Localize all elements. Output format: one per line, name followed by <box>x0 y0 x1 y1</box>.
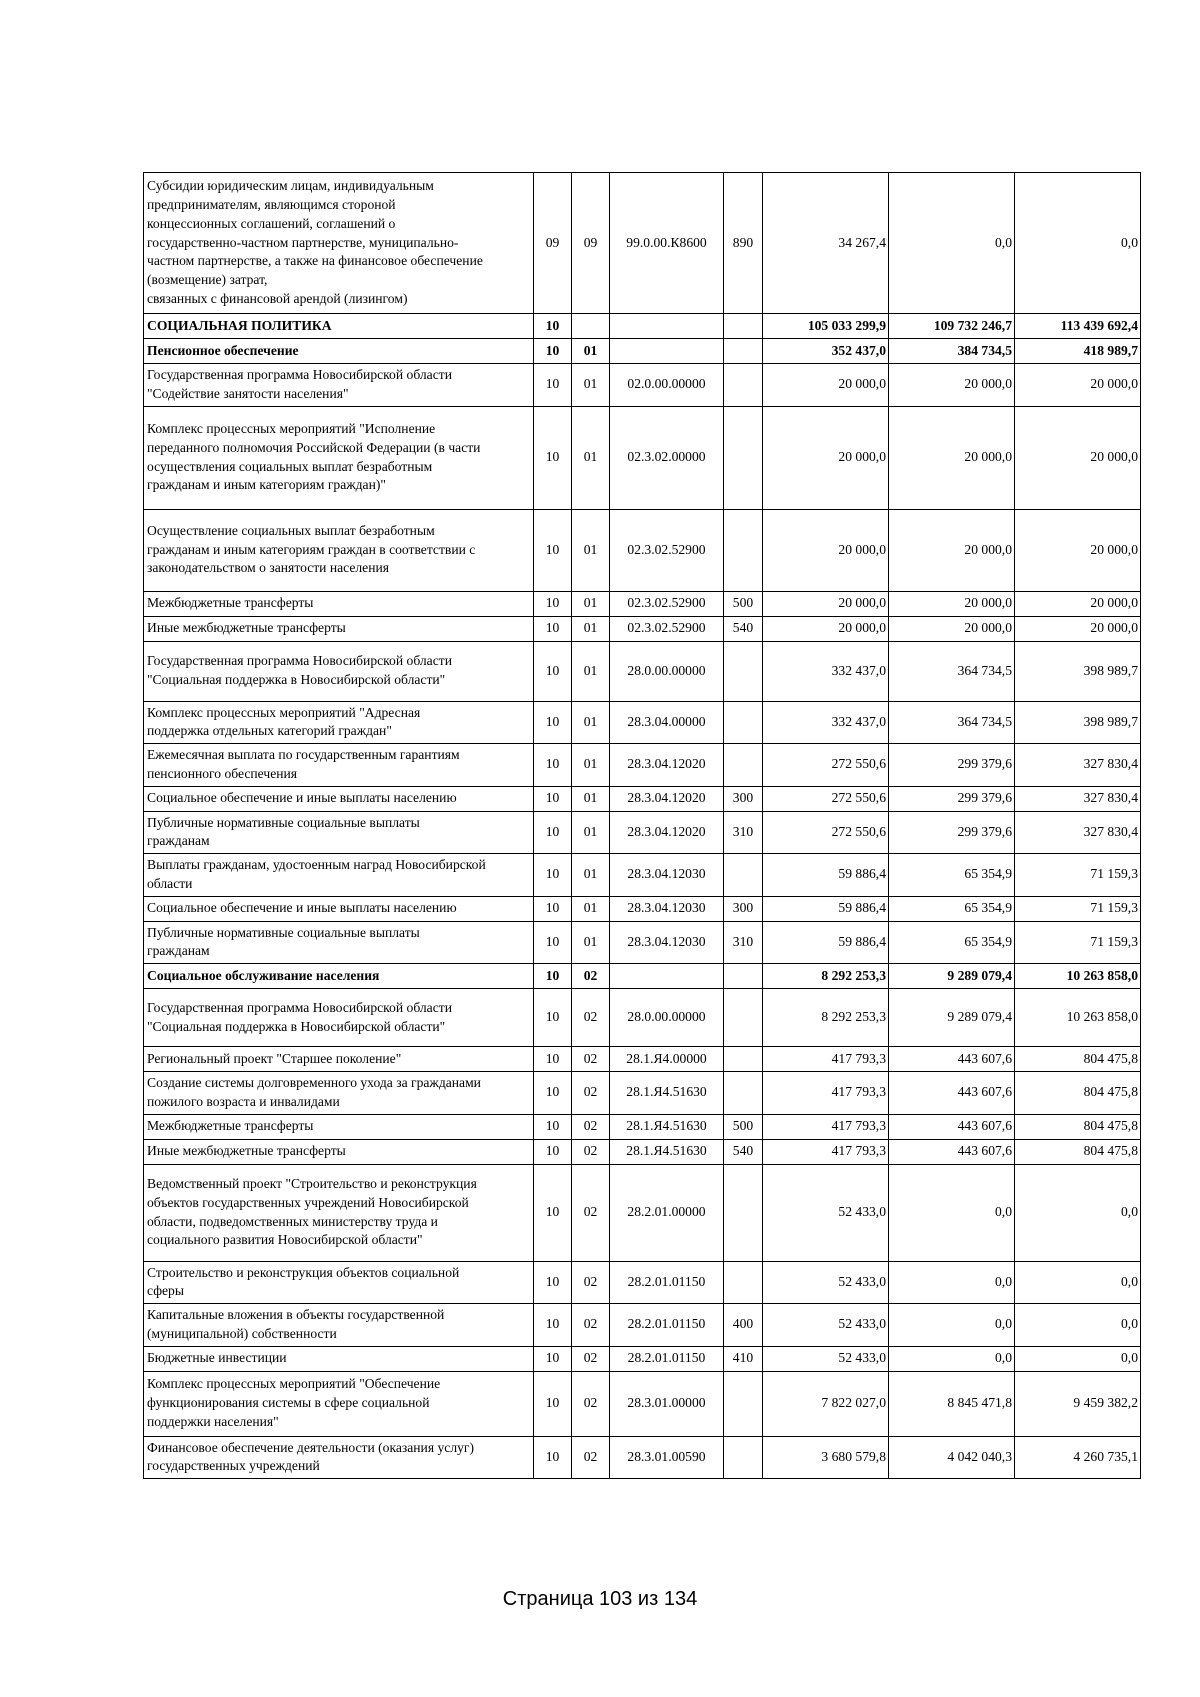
item-name: Межбюджетные трансферты <box>144 1114 534 1139</box>
amount-year-3: 327 830,4 <box>1015 811 1141 854</box>
amount-year-1: 8 292 253,3 <box>763 964 889 989</box>
expense-type-code: 410 <box>724 1346 763 1371</box>
subsection-code: 01 <box>572 896 610 921</box>
section-code: 10 <box>534 701 572 744</box>
section-code: 10 <box>534 1072 572 1115</box>
amount-year-2: 443 607,6 <box>889 1072 1015 1115</box>
amount-year-2: 65 354,9 <box>889 854 1015 897</box>
amount-year-1: 417 793,3 <box>763 1114 889 1139</box>
amount-year-3: 327 830,4 <box>1015 744 1141 787</box>
expense-type-code <box>724 1164 763 1261</box>
amount-year-1: 20 000,0 <box>763 364 889 407</box>
target-article-code: 28.3.04.12030 <box>610 896 724 921</box>
subsection-code: 01 <box>572 854 610 897</box>
section-code: 10 <box>534 616 572 641</box>
amount-year-1: 20 000,0 <box>763 591 889 616</box>
item-name: Осуществление социальных выплат безработным гражданам и иным категориям граждан в соответствии с законодательством о занятости населения <box>144 509 534 591</box>
subsection-code: 02 <box>572 1304 610 1347</box>
table-row <box>144 641 1141 701</box>
amount-year-2: 443 607,6 <box>889 1139 1015 1164</box>
amount-year-3: 20 000,0 <box>1015 616 1141 641</box>
subsection-code: 02 <box>572 989 610 1047</box>
amount-year-2: 299 379,6 <box>889 744 1015 787</box>
table-row <box>144 1371 1141 1436</box>
item-name: Социальное обеспечение и иные выплаты населению <box>144 896 534 921</box>
section-code: 10 <box>534 1436 572 1479</box>
subsection-code: 01 <box>572 339 610 364</box>
target-article-code: 02.3.02.00000 <box>610 406 724 509</box>
subsection-code: 02 <box>572 1072 610 1115</box>
subsection-code: 02 <box>572 964 610 989</box>
target-article-code: 28.2.01.01150 <box>610 1304 724 1347</box>
target-article-code: 28.1.Я4.51630 <box>610 1139 724 1164</box>
section-code: 10 <box>534 786 572 811</box>
section-code: 10 <box>534 1371 572 1436</box>
budget-table <box>143 172 1141 1479</box>
amount-year-1: 3 680 579,8 <box>763 1436 889 1479</box>
section-code: 10 <box>534 811 572 854</box>
amount-year-3: 71 159,3 <box>1015 896 1141 921</box>
amount-year-3: 10 263 858,0 <box>1015 964 1141 989</box>
amount-year-2: 384 734,5 <box>889 339 1015 364</box>
expense-type-code: 500 <box>724 591 763 616</box>
table-row <box>144 1436 1141 1479</box>
section-code: 10 <box>534 1139 572 1164</box>
amount-year-3: 0,0 <box>1015 1304 1141 1347</box>
item-name: Государственная программа Новосибирской области "Социальная поддержка в Новосибирской области" <box>144 989 534 1047</box>
amount-year-2: 0,0 <box>889 1164 1015 1261</box>
table-row <box>144 406 1141 509</box>
expense-type-code: 890 <box>724 173 763 314</box>
item-name: Комплекс процессных мероприятий "Обеспечение функционирования системы в сфере социальной поддержки населения" <box>144 1371 534 1436</box>
item-name: Комплекс процессных мероприятий "Адресная поддержка отдельных категорий граждан" <box>144 701 534 744</box>
amount-year-1: 417 793,3 <box>763 1047 889 1072</box>
target-article-code: 28.3.04.12020 <box>610 744 724 787</box>
target-article-code: 28.2.01.00000 <box>610 1164 724 1261</box>
amount-year-1: 352 437,0 <box>763 339 889 364</box>
target-article-code: 28.1.Я4.51630 <box>610 1072 724 1115</box>
table-row <box>144 964 1141 989</box>
expense-type-code <box>724 989 763 1047</box>
amount-year-2: 20 000,0 <box>889 509 1015 591</box>
subsection-code: 02 <box>572 1047 610 1072</box>
amount-year-2: 364 734,5 <box>889 641 1015 701</box>
item-name: Социальное обслуживание населения <box>144 964 534 989</box>
table-row <box>144 701 1141 744</box>
subsection-code: 01 <box>572 364 610 407</box>
section-code: 10 <box>534 339 572 364</box>
subsection-code: 02 <box>572 1261 610 1304</box>
expense-type-code: 540 <box>724 616 763 641</box>
item-name: Государственная программа Новосибирской области "Социальная поддержка в Новосибирской области" <box>144 641 534 701</box>
amount-year-2: 364 734,5 <box>889 701 1015 744</box>
amount-year-1: 52 433,0 <box>763 1261 889 1304</box>
item-name: Пенсионное обеспечение <box>144 339 534 364</box>
target-article-code: 28.0.00.00000 <box>610 989 724 1047</box>
table-row <box>144 1047 1141 1072</box>
table-row <box>144 339 1141 364</box>
section-code: 10 <box>534 921 572 964</box>
target-article-code: 28.3.04.12030 <box>610 854 724 897</box>
amount-year-3: 20 000,0 <box>1015 364 1141 407</box>
table-row <box>144 989 1141 1047</box>
table-row <box>144 173 1141 314</box>
amount-year-3: 804 475,8 <box>1015 1139 1141 1164</box>
expense-type-code <box>724 1436 763 1479</box>
subsection-code: 02 <box>572 1436 610 1479</box>
amount-year-1: 59 886,4 <box>763 921 889 964</box>
expense-type-code <box>724 854 763 897</box>
section-code: 10 <box>534 1304 572 1347</box>
amount-year-2: 9 289 079,4 <box>889 964 1015 989</box>
item-name: Выплаты гражданам, удостоенным наград Новосибирской области <box>144 854 534 897</box>
amount-year-1: 105 033 299,9 <box>763 314 889 339</box>
section-code: 10 <box>534 641 572 701</box>
target-article-code: 28.2.01.01150 <box>610 1261 724 1304</box>
target-article-code: 28.3.04.00000 <box>610 701 724 744</box>
section-code: 10 <box>534 364 572 407</box>
amount-year-2: 65 354,9 <box>889 896 1015 921</box>
section-code: 10 <box>534 406 572 509</box>
table-row <box>144 921 1141 964</box>
target-article-code: 28.0.00.00000 <box>610 641 724 701</box>
item-name: Социальное обеспечение и иные выплаты населению <box>144 786 534 811</box>
subsection-code: 01 <box>572 786 610 811</box>
section-code: 10 <box>534 1047 572 1072</box>
target-article-code: 28.3.01.00590 <box>610 1436 724 1479</box>
table-row <box>144 786 1141 811</box>
amount-year-1: 272 550,6 <box>763 744 889 787</box>
amount-year-1: 59 886,4 <box>763 854 889 897</box>
subsection-code: 09 <box>572 173 610 314</box>
amount-year-2: 443 607,6 <box>889 1114 1015 1139</box>
amount-year-3: 804 475,8 <box>1015 1072 1141 1115</box>
amount-year-1: 272 550,6 <box>763 811 889 854</box>
expense-type-code <box>724 641 763 701</box>
table-row <box>144 811 1141 854</box>
table-row <box>144 364 1141 407</box>
item-name: Создание системы долговременного ухода за гражданами пожилого возраста и инвалидами <box>144 1072 534 1115</box>
amount-year-2: 299 379,6 <box>889 786 1015 811</box>
amount-year-3: 113 439 692,4 <box>1015 314 1141 339</box>
expense-type-code <box>724 1072 763 1115</box>
section-code: 10 <box>534 964 572 989</box>
table-row <box>144 591 1141 616</box>
expense-type-code: 310 <box>724 811 763 854</box>
amount-year-2: 0,0 <box>889 1261 1015 1304</box>
amount-year-3: 20 000,0 <box>1015 509 1141 591</box>
item-name: Ведомственный проект "Строительство и реконструкция объектов государственных учреждений Новосибирской области, подведомственных министерству труда и социального развития Новосибирской области" <box>144 1164 534 1261</box>
amount-year-3: 4 260 735,1 <box>1015 1436 1141 1479</box>
target-article-code <box>610 314 724 339</box>
table-row <box>144 896 1141 921</box>
table-row <box>144 854 1141 897</box>
section-code: 10 <box>534 509 572 591</box>
subsection-code: 01 <box>572 616 610 641</box>
item-name: Субсидии юридическим лицам, индивидуальным предпринимателям, являющимся стороной концессионных соглашений, соглашений о государственно-частном партнерстве, муниципально- частном партнерстве, а также на финансовое обеспечение (возмещение) затрат, связанных с финансовой арендой (лизингом) <box>144 173 534 314</box>
amount-year-3: 20 000,0 <box>1015 591 1141 616</box>
table-row <box>144 1072 1141 1115</box>
target-article-code: 02.3.02.52900 <box>610 616 724 641</box>
amount-year-2: 65 354,9 <box>889 921 1015 964</box>
section-code: 09 <box>534 173 572 314</box>
expense-type-code <box>724 1047 763 1072</box>
expense-type-code <box>724 1261 763 1304</box>
section-code: 10 <box>534 744 572 787</box>
item-name: Публичные нормативные социальные выплаты гражданам <box>144 811 534 854</box>
amount-year-3: 418 989,7 <box>1015 339 1141 364</box>
table-row <box>144 744 1141 787</box>
subsection-code: 02 <box>572 1346 610 1371</box>
amount-year-1: 272 550,6 <box>763 786 889 811</box>
item-name: Бюджетные инвестиции <box>144 1346 534 1371</box>
amount-year-1: 20 000,0 <box>763 406 889 509</box>
expense-type-code: 400 <box>724 1304 763 1347</box>
table-row <box>144 1304 1141 1347</box>
item-name: Государственная программа Новосибирской области "Содействие занятости населения" <box>144 364 534 407</box>
table-row <box>144 1261 1141 1304</box>
expense-type-code <box>724 509 763 591</box>
amount-year-3: 0,0 <box>1015 173 1141 314</box>
section-code: 10 <box>534 591 572 616</box>
target-article-code <box>610 339 724 364</box>
target-article-code: 28.1.Я4.51630 <box>610 1114 724 1139</box>
item-name: Строительство и реконструкция объектов социальной сферы <box>144 1261 534 1304</box>
target-article-code: 28.3.04.12020 <box>610 811 724 854</box>
target-article-code <box>610 964 724 989</box>
expense-type-code: 300 <box>724 786 763 811</box>
item-name: Иные межбюджетные трансферты <box>144 616 534 641</box>
table-row <box>144 1139 1141 1164</box>
subsection-code <box>572 314 610 339</box>
amount-year-2: 0,0 <box>889 1304 1015 1347</box>
amount-year-1: 34 267,4 <box>763 173 889 314</box>
amount-year-3: 0,0 <box>1015 1261 1141 1304</box>
amount-year-1: 52 433,0 <box>763 1346 889 1371</box>
expense-type-code <box>724 1371 763 1436</box>
page-number: Страница 103 из 134 <box>502 1588 698 1610</box>
amount-year-3: 10 263 858,0 <box>1015 989 1141 1047</box>
target-article-code: 28.3.04.12020 <box>610 786 724 811</box>
amount-year-2: 0,0 <box>889 1346 1015 1371</box>
amount-year-2: 20 000,0 <box>889 406 1015 509</box>
amount-year-3: 398 989,7 <box>1015 641 1141 701</box>
subsection-code: 02 <box>572 1164 610 1261</box>
amount-year-1: 52 433,0 <box>763 1304 889 1347</box>
section-code: 10 <box>534 1346 572 1371</box>
item-name: Межбюджетные трансферты <box>144 591 534 616</box>
target-article-code: 28.2.01.01150 <box>610 1346 724 1371</box>
amount-year-3: 20 000,0 <box>1015 406 1141 509</box>
amount-year-2: 109 732 246,7 <box>889 314 1015 339</box>
subsection-code: 01 <box>572 641 610 701</box>
section-code: 10 <box>534 1261 572 1304</box>
amount-year-3: 398 989,7 <box>1015 701 1141 744</box>
table-row <box>144 1346 1141 1371</box>
target-article-code: 02.3.02.52900 <box>610 509 724 591</box>
amount-year-1: 20 000,0 <box>763 616 889 641</box>
target-article-code: 28.3.01.00000 <box>610 1371 724 1436</box>
expense-type-code: 310 <box>724 921 763 964</box>
item-name: Публичные нормативные социальные выплаты гражданам <box>144 921 534 964</box>
amount-year-2: 20 000,0 <box>889 364 1015 407</box>
amount-year-1: 332 437,0 <box>763 641 889 701</box>
subsection-code: 01 <box>572 509 610 591</box>
amount-year-3: 71 159,3 <box>1015 921 1141 964</box>
target-article-code: 02.0.00.00000 <box>610 364 724 407</box>
expense-type-code <box>724 364 763 407</box>
table-row <box>144 616 1141 641</box>
target-article-code: 28.1.Я4.00000 <box>610 1047 724 1072</box>
item-name: Региональный проект "Старшее поколение" <box>144 1047 534 1072</box>
amount-year-3: 327 830,4 <box>1015 786 1141 811</box>
amount-year-3: 804 475,8 <box>1015 1047 1141 1072</box>
amount-year-2: 443 607,6 <box>889 1047 1015 1072</box>
subsection-code: 01 <box>572 921 610 964</box>
item-name: Финансовое обеспечение деятельности (оказания услуг) государственных учреждений <box>144 1436 534 1479</box>
expense-type-code <box>724 964 763 989</box>
amount-year-3: 9 459 382,2 <box>1015 1371 1141 1436</box>
amount-year-2: 20 000,0 <box>889 616 1015 641</box>
expense-type-code: 540 <box>724 1139 763 1164</box>
subsection-code: 02 <box>572 1371 610 1436</box>
item-name: Комплекс процессных мероприятий "Исполнение переданного полномочия Российской Федерации (в части осуществления социальных выплат безработным гражданам и иным категориям граждан)" <box>144 406 534 509</box>
expense-type-code: 500 <box>724 1114 763 1139</box>
subsection-code: 01 <box>572 744 610 787</box>
amount-year-1: 8 292 253,3 <box>763 989 889 1047</box>
table-row <box>144 1114 1141 1139</box>
target-article-code: 02.3.02.52900 <box>610 591 724 616</box>
amount-year-1: 7 822 027,0 <box>763 1371 889 1436</box>
amount-year-2: 20 000,0 <box>889 591 1015 616</box>
subsection-code: 01 <box>572 406 610 509</box>
section-code: 10 <box>534 1164 572 1261</box>
target-article-code: 99.0.00.К8600 <box>610 173 724 314</box>
amount-year-3: 71 159,3 <box>1015 854 1141 897</box>
table-row <box>144 314 1141 339</box>
item-name: Ежемесячная выплата по государственным гарантиям пенсионного обеспечения <box>144 744 534 787</box>
section-code: 10 <box>534 854 572 897</box>
section-code: 10 <box>534 314 572 339</box>
section-code: 10 <box>534 989 572 1047</box>
amount-year-1: 332 437,0 <box>763 701 889 744</box>
amount-year-2: 8 845 471,8 <box>889 1371 1015 1436</box>
expense-type-code <box>724 406 763 509</box>
amount-year-1: 417 793,3 <box>763 1139 889 1164</box>
amount-year-1: 52 433,0 <box>763 1164 889 1261</box>
subsection-code: 01 <box>572 701 610 744</box>
expense-type-code <box>724 701 763 744</box>
subsection-code: 01 <box>572 811 610 854</box>
expense-type-code <box>724 339 763 364</box>
item-name: Иные межбюджетные трансферты <box>144 1139 534 1164</box>
amount-year-1: 417 793,3 <box>763 1072 889 1115</box>
section-code: 10 <box>534 1114 572 1139</box>
section-code: 10 <box>534 896 572 921</box>
amount-year-3: 0,0 <box>1015 1346 1141 1371</box>
amount-year-1: 59 886,4 <box>763 896 889 921</box>
expense-type-code: 300 <box>724 896 763 921</box>
table-row <box>144 1164 1141 1261</box>
table-row <box>144 509 1141 591</box>
amount-year-2: 4 042 040,3 <box>889 1436 1015 1479</box>
subsection-code: 01 <box>572 591 610 616</box>
amount-year-2: 0,0 <box>889 173 1015 314</box>
target-article-code: 28.3.04.12030 <box>610 921 724 964</box>
amount-year-3: 804 475,8 <box>1015 1114 1141 1139</box>
item-name: Капитальные вложения в объекты государственной (муниципальной) собственности <box>144 1304 534 1347</box>
subsection-code: 02 <box>572 1114 610 1139</box>
item-name: СОЦИАЛЬНАЯ ПОЛИТИКА <box>144 314 534 339</box>
amount-year-3: 0,0 <box>1015 1164 1141 1261</box>
amount-year-2: 299 379,6 <box>889 811 1015 854</box>
expense-type-code <box>724 744 763 787</box>
subsection-code: 02 <box>572 1139 610 1164</box>
amount-year-2: 9 289 079,4 <box>889 989 1015 1047</box>
expense-type-code <box>724 314 763 339</box>
amount-year-1: 20 000,0 <box>763 509 889 591</box>
